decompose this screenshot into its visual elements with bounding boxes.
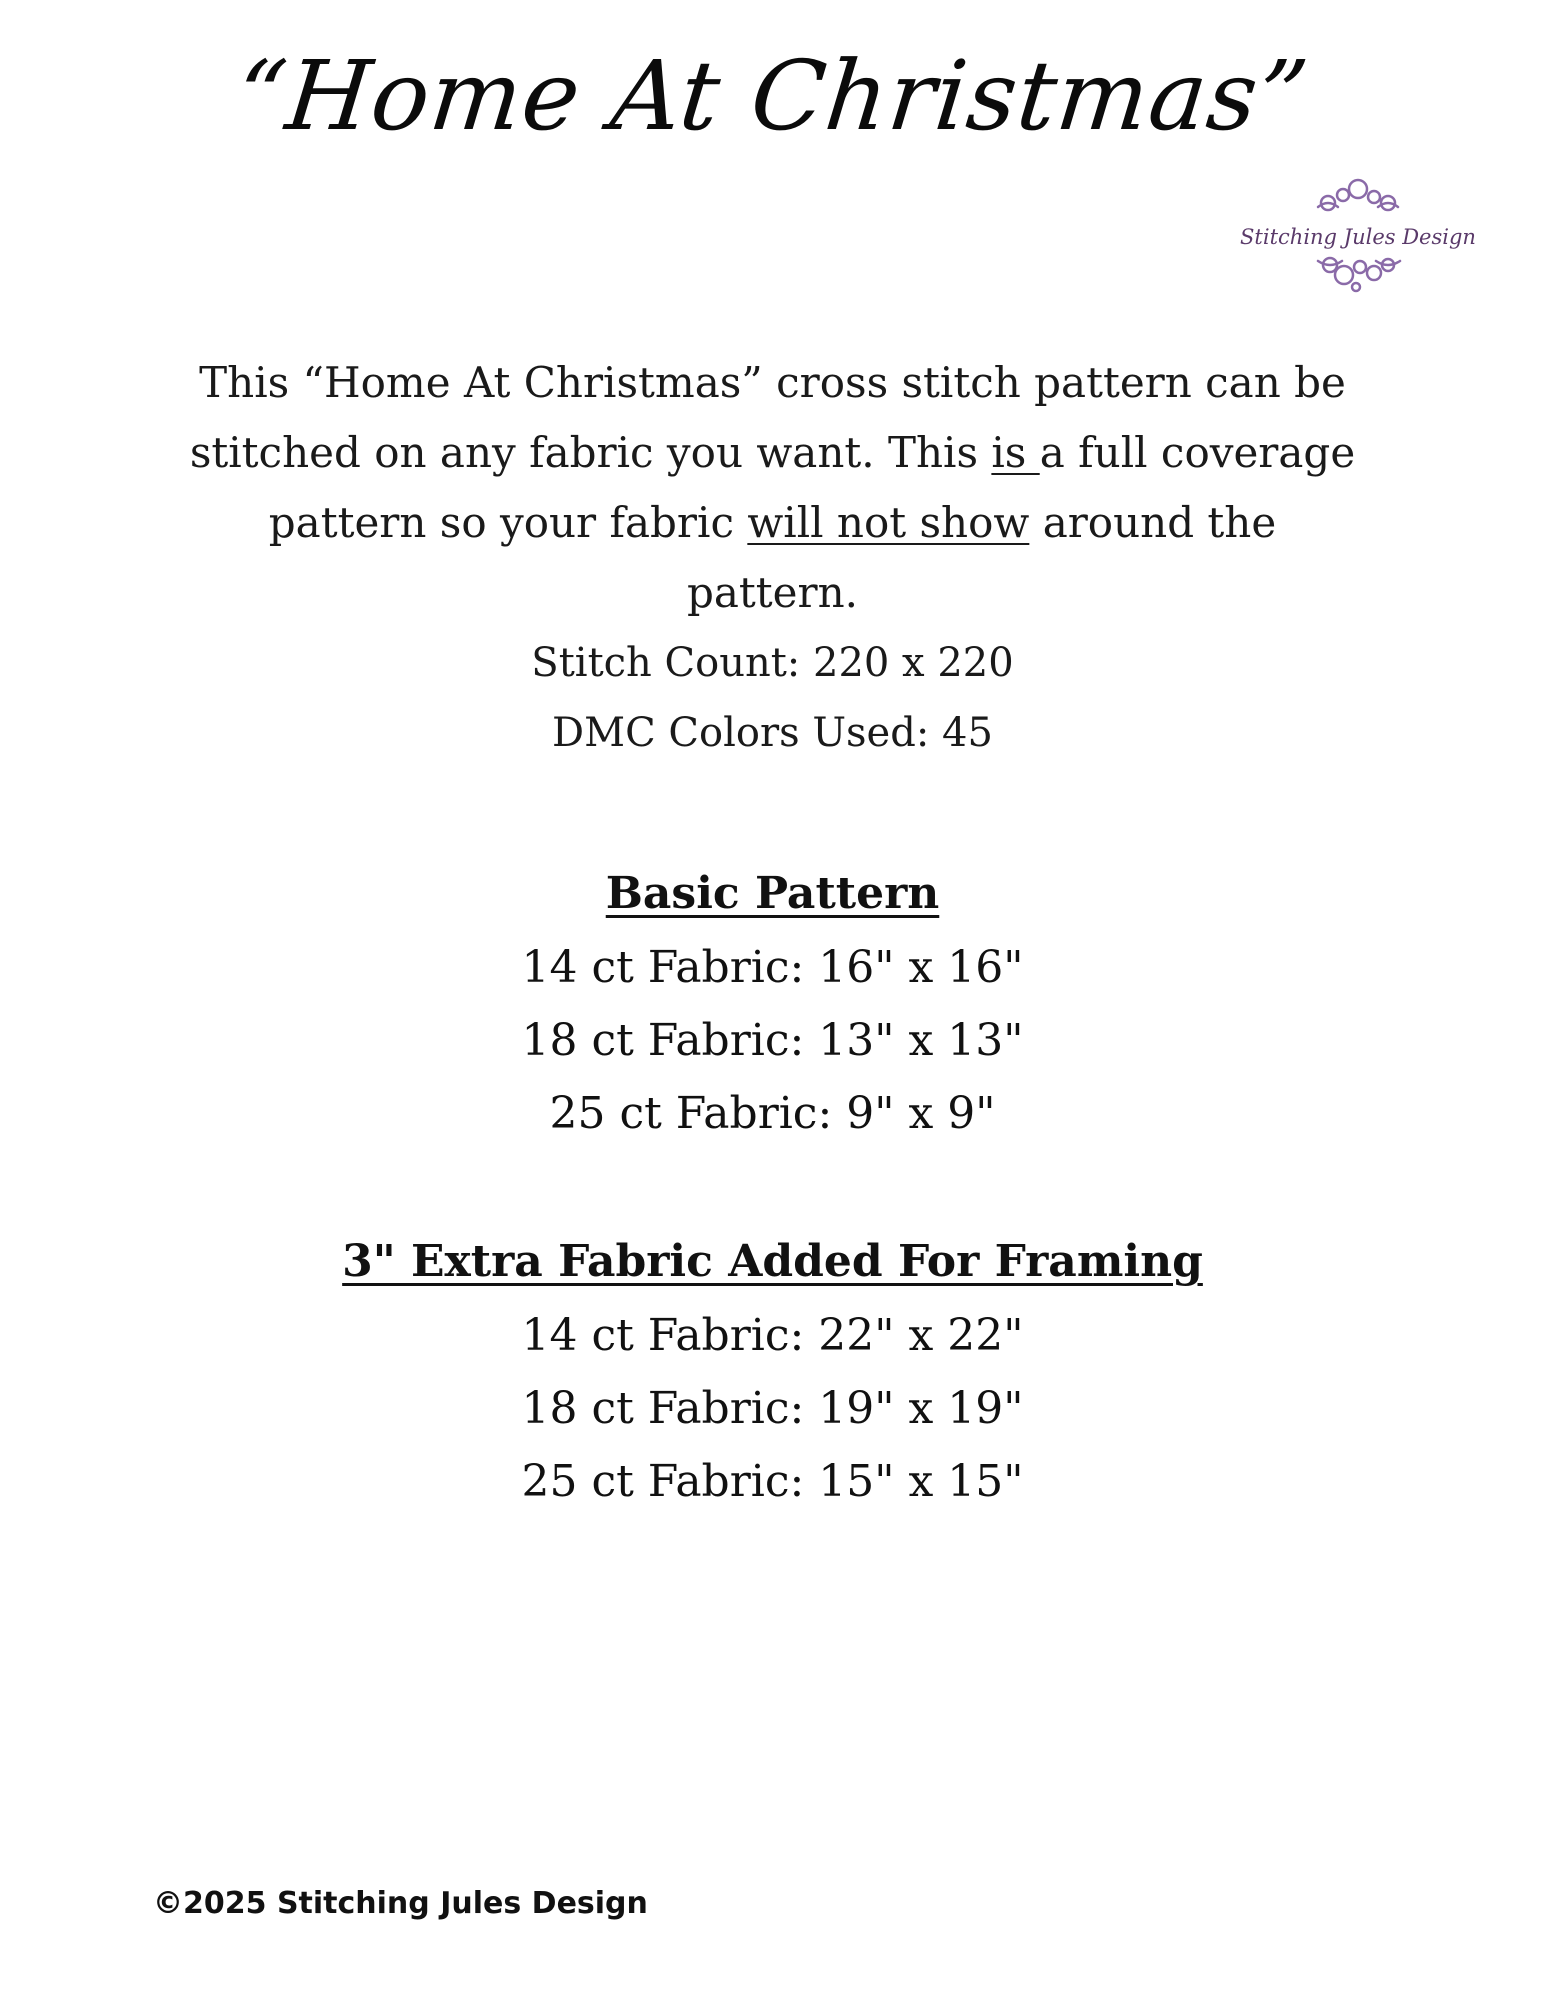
list-item: 18 ct Fabric: 19" x 19" [521,1383,1024,1434]
logo-text: Stitching Jules Design [1240,225,1476,249]
extra-fabric-heading: 3" Extra Fabric Added For Framing [342,1236,1203,1287]
intro-text: a full coverage [1039,428,1356,477]
list-item: 14 ct Fabric: 22" x 22" [521,1310,1024,1361]
basic-pattern-section [0,857,1545,1150]
intro-paragraph [180,348,1365,628]
page-title: “Home At Christmas” [231,40,1314,152]
extra-fabric-section [0,1225,1545,1518]
intro-line-2 [180,418,1365,488]
intro-underline-is: is [991,428,1040,477]
intro-text: around the pattern. [686,498,1277,617]
intro-line-3 [180,488,1365,628]
intro-text: stitched on any fabric you want. This [189,428,992,477]
list-item: 18 ct Fabric: 13" x 13" [521,1015,1024,1066]
copyright-footer: ©2025 Stitching Jules Design [153,1886,648,1921]
pattern-stats [0,628,1545,768]
basic-pattern-heading: Basic Pattern [605,868,940,919]
list-item: 25 ct Fabric: 15" x 15" [521,1456,1024,1507]
brand-logo [1238,175,1478,305]
list-item: 14 ct Fabric: 16" x 16" [521,942,1024,993]
intro-text: pattern so your fabric [268,498,748,547]
list-item: 25 ct Fabric: 9" x 9" [549,1088,996,1139]
intro-line-1: This “Home At Christmas” cross stitch pattern can be [199,358,1346,407]
intro-underline-will-not-show: will not show [747,498,1030,547]
stitch-count: Stitch Count: 220 x 220 [531,640,1014,686]
dmc-colors-used: DMC Colors Used: 45 [552,710,993,756]
